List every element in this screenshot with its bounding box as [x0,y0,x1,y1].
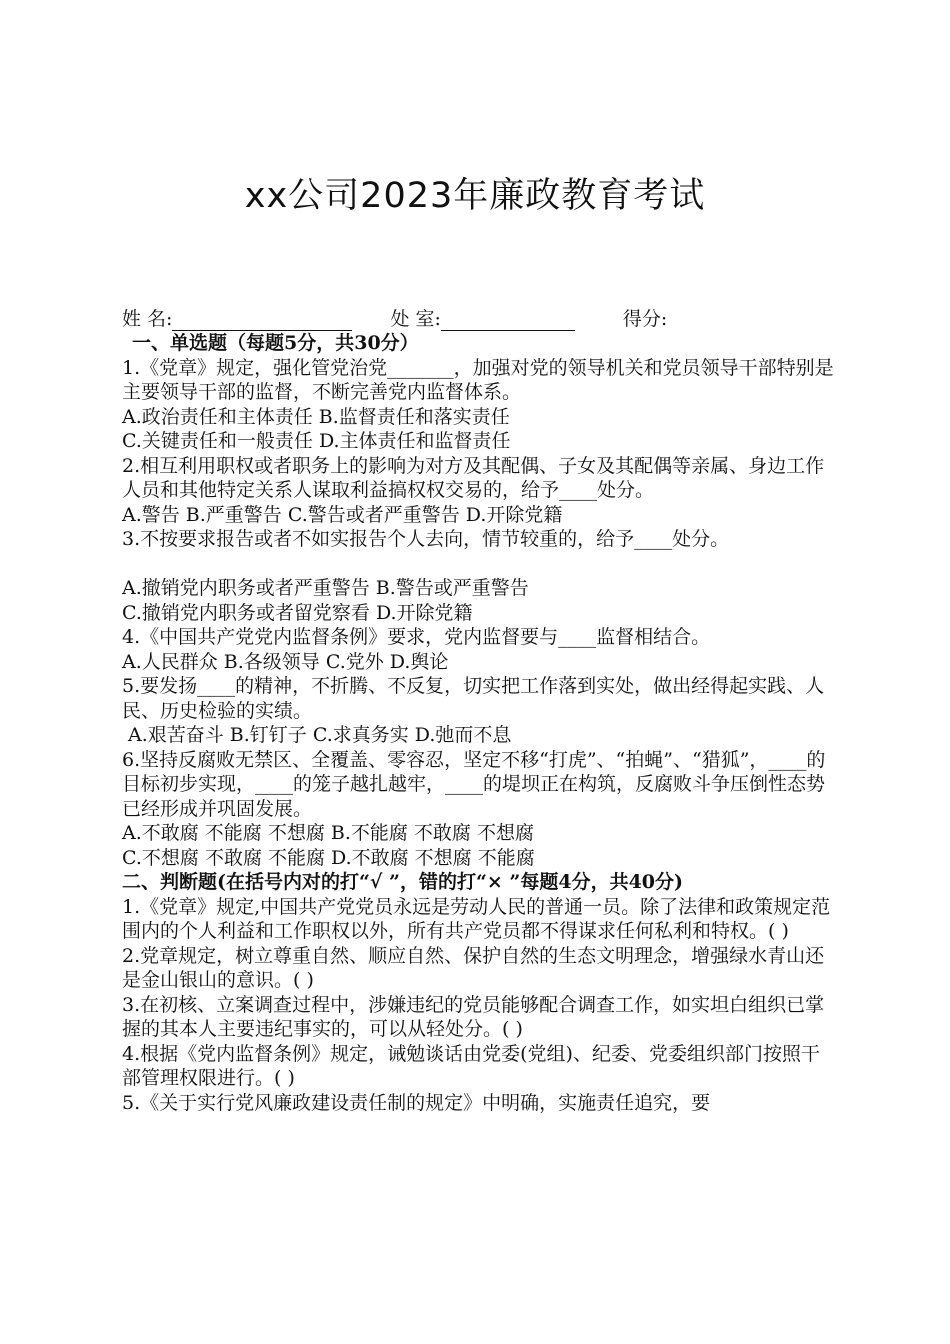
question-3-stem: 3.不按要求报告或者不如实报告个人去向，情节较重的，给予____处分。 [122,528,730,550]
question-6-options-ab: A.不敢腐 不能腐 不想腐 B.不能腐 不敢腐 不想腐 [122,822,534,844]
question-4-stem: 4.《中国共产党党内监督条例》要求，党内监督要与____监督相结合。 [122,626,711,648]
section-true-false-title: 二、判断题(在括号内对的打“√ ”，错的打“× ”每题4分，共40分) [122,871,683,893]
exam-body [122,305,834,1115]
spacer [122,552,834,577]
judge-1: 1.《党章》规定,中国共产党党员永远是劳动人民的普通一员。除了法律和政策规定范围内的个人利益和工作职权以外，所有共产党员都不得谋求任何私利和特权。( ) [122,895,831,942]
name-blank[interactable] [172,310,352,331]
question-1-stem: 1.《党章》规定，强化管党治党_______，加强对党的领导机关和党员领导干部特别是主要领导干部的监督，不断完善党内监督体系。 [122,356,834,403]
info-row [122,305,834,331]
question-2-stem: 2.相互利用职权或者职务上的影响为对方及其配偶、子女及其配偶等亲属、身边工作人员和其他特定关系人谋取利益搞权权交易的，给予____处分。 [122,454,825,501]
question-5-stem: 5.要发扬____的精神，不折腾、不反复，切实把工作落到实处，做出经得起实践、人民、历史检验的实绩。 [122,675,825,722]
question-2-options: A.警告 B.严重警告 C.警告或者严重警告 D.开除党籍 [122,503,563,526]
judge-3: 3.在初核、立案调查过程中，涉嫌违纪的党员能够配合调查工作，如实坦白组织已掌握的其本人主要违纪事实的，可以从轻处分。( ) [122,993,825,1040]
question-4-options: A.人民群众 B.各级领导 C.党外 D.舆论 [122,650,449,673]
question-3-options-cd: C.撤销党内职务或者留党察看 D.开除党籍 [122,601,473,624]
judge-5: 5.《关于实行党风廉政建设责任制的规定》中明确，实施责任追究，要 [122,1091,711,1114]
question-5-options: A.艰苦奋斗 B.钉钉子 C.求真务实 D.弛而不息 [128,724,512,746]
name-label: 姓 名: [122,307,173,330]
question-6-stem: 6.坚持反腐败无禁区、全覆盖、零容忍，坚定不移“打虎”、“拍蝇”、“猎狐”，____的目标初步实现，____的笼子越扎越牢，____的堤坝正在构筑，反腐败斗争压倒性态势已经形成并巩固发展。 [122,748,826,820]
question-1-options-cd: C.关键责任和一般责任 D.主体责任和监督责任 [122,430,511,452]
dept-label: 处 室: [390,307,441,330]
score-label: 得分: [622,307,668,330]
exam-title: xx公司2023年廉政教育考试 [244,176,706,216]
judge-2: 2.党章规定，树立尊重自然、顺应自然、保护自然的生态文明理念，增强绿水青山还是金山银山的意识。( ) [122,944,825,991]
question-6-options-cd: C.不想腐 不敢腐 不能腐 D.不敢腐 不想腐 不能腐 [122,846,535,869]
dept-blank[interactable] [441,310,575,331]
section-single-choice-title: 一、单选题（每题5分，共30分） [132,332,419,354]
question-1-options-ab: A.政治责任和主体责任 B.监督责任和落实责任 [122,405,510,428]
question-3-options-ab: A.撤销党内职务或者严重警告 B.警告或严重警告 [122,577,529,599]
judge-4: 4.根据《党内监督条例》规定，诫勉谈话由党委(党组)、纪委、党委组织部门按照干部管理权限进行。( ) [122,1042,820,1089]
